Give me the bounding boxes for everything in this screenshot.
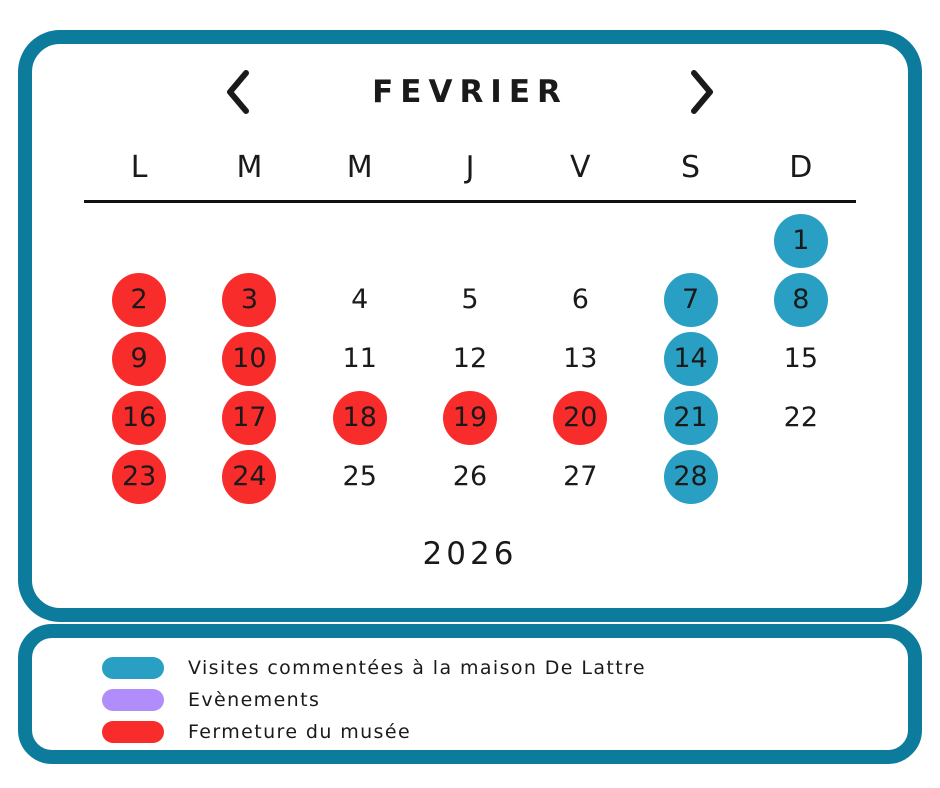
legend-item-evenement (32, 684, 908, 716)
day-number (222, 214, 276, 268)
day-number: 6 (571, 284, 589, 315)
year-label: 2026 (422, 536, 518, 572)
weekday-jeudi: J (465, 150, 475, 185)
day-number (553, 214, 607, 268)
day-cell[interactable] (194, 388, 304, 447)
day-cell-empty (635, 211, 745, 270)
legend-label-visite: Visites commentées à la maison De Lattre (188, 657, 646, 679)
calendar-header (32, 44, 908, 140)
day-cell[interactable] (635, 447, 745, 506)
day-cell[interactable] (305, 270, 415, 329)
day-number: 9 (112, 332, 166, 386)
month-title: FEVRIER (372, 74, 568, 110)
day-cell[interactable] (746, 388, 856, 447)
day-number: 20 (553, 391, 607, 445)
day-number: 3 (222, 273, 276, 327)
day-cell[interactable] (305, 329, 415, 388)
day-cell-empty (84, 211, 194, 270)
day-number (443, 214, 497, 268)
day-cell[interactable] (635, 388, 745, 447)
day-number: 19 (443, 391, 497, 445)
day-number: 16 (112, 391, 166, 445)
day-cell[interactable] (84, 270, 194, 329)
chevron-left-icon (225, 69, 251, 115)
day-cell-empty (194, 211, 304, 270)
day-cell-empty (305, 211, 415, 270)
legend-item-fermeture (32, 716, 908, 748)
day-number: 12 (452, 343, 488, 374)
day-number: 18 (333, 391, 387, 445)
day-number: 8 (774, 273, 828, 327)
day-number (664, 214, 718, 268)
day-number: 10 (222, 332, 276, 386)
day-cell[interactable] (746, 329, 856, 388)
legend-label-fermeture: Fermeture du musée (188, 721, 412, 743)
weekday-mardi: M (236, 150, 263, 185)
weekday-header-row (32, 146, 908, 190)
legend-swatch-visite (102, 657, 164, 679)
legend-card (18, 624, 922, 764)
weekday-dimanche: D (789, 150, 813, 185)
day-cell[interactable] (415, 270, 525, 329)
day-cell[interactable] (415, 447, 525, 506)
legend-label-evenement: Evènements (188, 689, 321, 711)
day-number (333, 214, 387, 268)
next-month-button[interactable] (682, 69, 722, 115)
calendar-card (18, 30, 922, 622)
day-cell[interactable] (84, 447, 194, 506)
day-cell[interactable] (194, 447, 304, 506)
weekday-mercredi: M (346, 150, 373, 185)
day-number (112, 214, 166, 268)
day-number: 21 (664, 391, 718, 445)
day-number: 2 (112, 273, 166, 327)
day-cell[interactable] (415, 388, 525, 447)
day-number: 7 (664, 273, 718, 327)
day-number: 28 (664, 450, 718, 504)
day-number: 24 (222, 450, 276, 504)
day-number: 27 (563, 461, 598, 492)
day-cell[interactable] (305, 447, 415, 506)
day-number: 22 (783, 402, 819, 433)
day-number: 13 (563, 343, 598, 374)
day-grid (32, 203, 908, 506)
previous-month-button[interactable] (218, 69, 258, 115)
day-cell[interactable] (635, 329, 745, 388)
day-number: 25 (342, 461, 377, 492)
day-cell[interactable] (525, 329, 635, 388)
day-cell[interactable] (194, 270, 304, 329)
day-cell[interactable] (194, 329, 304, 388)
weekday-lundi: L (130, 150, 148, 185)
day-number: 4 (351, 284, 369, 315)
day-cell-empty (746, 447, 856, 506)
day-cell-empty (525, 211, 635, 270)
day-number: 15 (783, 343, 819, 374)
day-cell[interactable] (746, 211, 856, 270)
day-number: 26 (452, 461, 488, 492)
day-cell[interactable] (525, 270, 635, 329)
day-number: 1 (774, 214, 828, 268)
day-number: 14 (664, 332, 718, 386)
legend-swatch-fermeture (102, 721, 164, 743)
day-number: 11 (342, 343, 377, 374)
day-cell[interactable] (525, 447, 635, 506)
weekday-samedi: S (681, 150, 701, 185)
chevron-right-icon (689, 69, 715, 115)
day-cell[interactable] (305, 388, 415, 447)
legend-swatch-evenement (102, 689, 164, 711)
legend-item-visite (32, 652, 908, 684)
day-cell[interactable] (525, 388, 635, 447)
day-cell[interactable] (746, 270, 856, 329)
day-cell[interactable] (84, 329, 194, 388)
day-cell-empty (415, 211, 525, 270)
day-number: 17 (222, 391, 276, 445)
weekday-vendredi: V (570, 150, 591, 185)
day-cell[interactable] (415, 329, 525, 388)
day-number: 23 (112, 450, 166, 504)
day-number (774, 450, 828, 504)
day-cell[interactable] (84, 388, 194, 447)
day-number: 5 (461, 284, 479, 315)
day-cell[interactable] (635, 270, 745, 329)
